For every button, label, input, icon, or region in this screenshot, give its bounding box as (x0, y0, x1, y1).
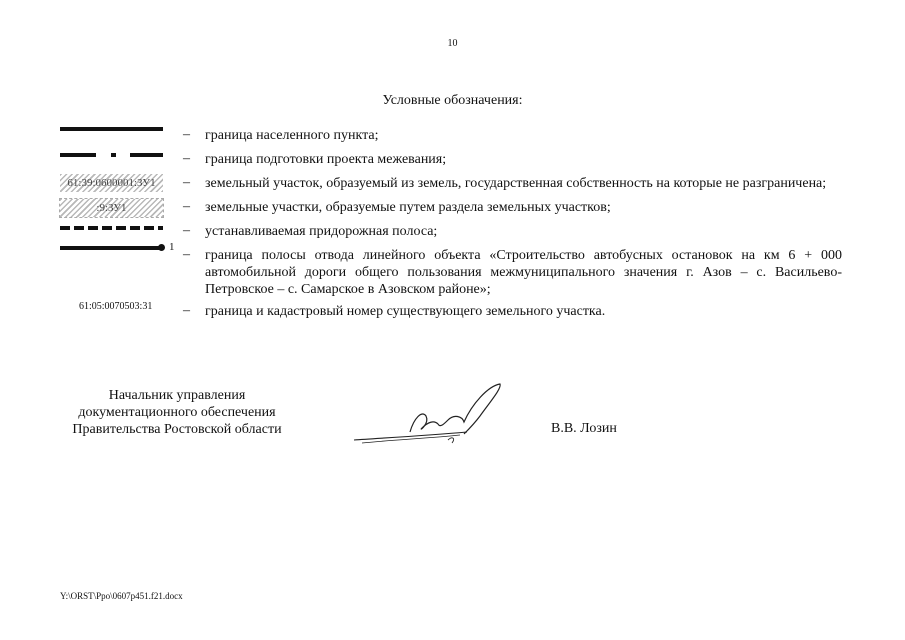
handwritten-signature (352, 380, 512, 450)
page-number: 10 (447, 38, 458, 49)
cadastral-number-symbol: 61:05:0070503:31 (79, 301, 153, 312)
position-line: документационного обеспечения (78, 405, 276, 420)
legend-item-text: граница населенного пункта; (205, 128, 379, 143)
legend-dash: – (183, 151, 190, 166)
legend-dash: – (183, 127, 190, 142)
legend-dash: – (183, 223, 190, 238)
legend-item-text: земельный участок, образуемый из земель, государственная собственность на которые не разграничена; (205, 176, 827, 191)
divided-land-plots-symbol (60, 199, 163, 217)
legend-dash: – (183, 199, 190, 214)
position-line: Начальник управления (108, 388, 246, 403)
position-line: Правительства Ростовской области (72, 422, 282, 437)
legend-item-text: граница подготовки проекта межевания; (205, 152, 447, 167)
roadside-strip-symbol (60, 226, 163, 230)
boundary-point-icon (158, 244, 165, 251)
settlement-boundary-symbol (60, 127, 163, 131)
point-number: 1 (169, 241, 175, 253)
new-land-plot-symbol (60, 174, 163, 192)
right-of-way-boundary-symbol (60, 246, 160, 250)
symbol-label: :9:ЗУ1 (96, 202, 127, 214)
legend-item-text: граница и кадастровый номер существующего земельного участка. (205, 304, 606, 319)
legend-item-text: устанавливаемая придорожная полоса; (205, 224, 438, 239)
survey-boundary-symbol (60, 153, 163, 158)
legend-dash: – (183, 175, 190, 190)
symbol-label: 61:39:0600001:ЗУ1 (67, 177, 156, 189)
legend-dash: – (183, 247, 190, 262)
legend-item-text: земельные участки, образуемые путем раздела земельных участков; (205, 200, 611, 215)
signer-name: В.В. Лозин (551, 421, 617, 436)
legend-item-text: граница полосы отвода линейного объекта «Строительство автобусных остановок на км 6 + 000 автомобильной дороги общего пользования межмуниципального значения г. Азов – с. Васильево-Петровское – с. Самарское в Азовском районе»; (205, 248, 842, 297)
legend-title: Условные обозначения: (382, 93, 523, 108)
file-path: Y:\ORST\Ppo\0607p451.f21.docx (60, 591, 183, 601)
legend-dash: – (183, 303, 190, 318)
signer-position (58, 387, 296, 438)
